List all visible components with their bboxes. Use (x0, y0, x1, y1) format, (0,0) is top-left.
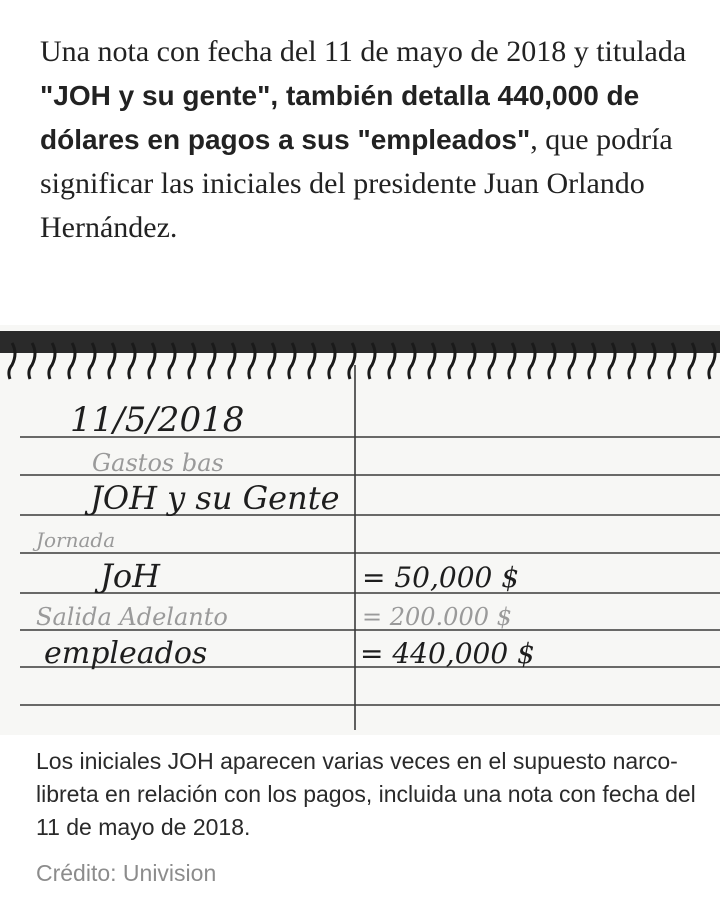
row3-amount: = 440,000 $ (360, 637, 535, 670)
note-line-faint: Jornada (36, 528, 116, 552)
row1-amount: = 50,000 $ (362, 561, 520, 594)
article-lead-text (40, 30, 690, 250)
lead-text-bold: "JOH y su gente", también detalla 440,000 de dólares en pagos a sus "empleados" (40, 80, 640, 155)
row2-amount: = 200.000 $ (362, 603, 512, 631)
row3-label: empleados (44, 636, 208, 671)
spiral-binding (0, 331, 720, 379)
notebook-photo (0, 325, 720, 735)
note-title: JOH y su Gente (90, 479, 340, 517)
photo-caption: Los iniciales JOH aparecen varias veces en el supuesto narco-libreta en relación con los pagos, incluida una nota con fecha del 11 de mayo de 2018. (36, 748, 696, 840)
row1-label: JoH (100, 557, 160, 595)
note-line-gastos: Gastos bas (92, 449, 224, 477)
notebook-page-image (0, 325, 720, 735)
note-date: 11/5/2018 (70, 400, 245, 440)
row2-label: Salida Adelanto (36, 603, 228, 631)
photo-credit: Crédito: Univision (36, 860, 217, 886)
lead-text-start: Una nota con fecha del 11 de mayo de 2018 y titulada (40, 35, 687, 68)
lead-text-end: , que podría significar las iniciales del presidente Juan Orlando Hernández. (40, 123, 673, 244)
